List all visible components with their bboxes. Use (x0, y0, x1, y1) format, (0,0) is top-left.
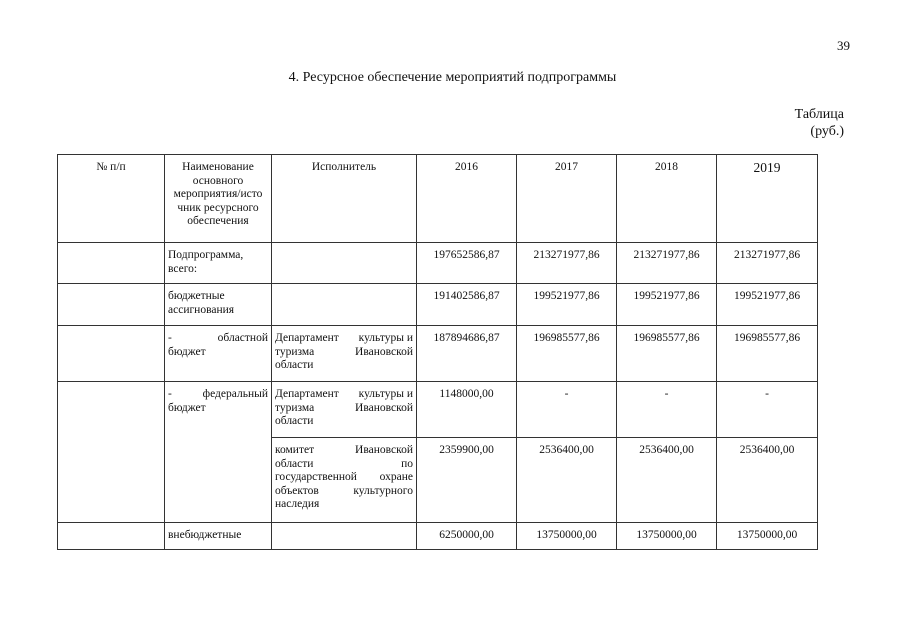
cell-2019: 213271977,86 (717, 243, 818, 284)
exec-word: культурного (353, 484, 413, 497)
cell-name (165, 382, 272, 523)
exec-line: области (275, 359, 314, 371)
cell-name: бюджетные ассигнования (165, 284, 272, 326)
table-caption-unit: (руб.) (810, 124, 844, 139)
exec-word: Ивановской (355, 345, 413, 358)
name-dash: - (168, 332, 172, 344)
exec-word: Ивановской (355, 401, 413, 414)
exec-word: охране (379, 471, 413, 483)
cell-2017: 196985577,86 (517, 326, 617, 382)
cell-name: внебюджетные (165, 523, 272, 550)
exec-line (275, 485, 413, 499)
exec-line (275, 402, 413, 416)
cell-2018: 2536400,00 (617, 438, 717, 523)
header-executor: Исполнитель (272, 155, 417, 243)
name-word: областной (217, 332, 268, 344)
cell-executor (272, 326, 417, 382)
cell-num (58, 284, 165, 326)
cell-name (165, 326, 272, 382)
table-row-extrabudget (58, 523, 818, 550)
exec-line (275, 444, 413, 458)
exec-word: культуры и (358, 388, 413, 400)
name-line (168, 332, 268, 346)
cell-2019: 13750000,00 (717, 523, 818, 550)
cell-2019: 2536400,00 (717, 438, 818, 523)
exec-word: туризма (275, 345, 315, 358)
cell-2018: 196985577,86 (617, 326, 717, 382)
exec-word: Департамент (275, 388, 339, 400)
cell-2019: - (717, 382, 818, 438)
cell-num (58, 382, 165, 523)
exec-word: объектов (275, 484, 319, 497)
header-year-2019: 2019 (717, 155, 818, 243)
header-year-2016: 2016 (417, 155, 517, 243)
cell-2017: - (517, 382, 617, 438)
cell-2017: 2536400,00 (517, 438, 617, 523)
name-line2: бюджет (168, 401, 206, 414)
resource-table (57, 154, 818, 550)
cell-2016: 197652586,87 (417, 243, 517, 284)
name-word: федеральный (202, 388, 268, 400)
name-line (168, 388, 268, 402)
exec-line (275, 332, 413, 346)
cell-2019: 199521977,86 (717, 284, 818, 326)
cell-executor (272, 438, 417, 523)
name-line2: бюджет (168, 345, 206, 358)
exec-word: комитет (275, 444, 315, 456)
exec-line (275, 458, 413, 472)
header-year-2017: 2017 (517, 155, 617, 243)
cell-name: Подпрограмма, всего: (165, 243, 272, 284)
header-name: Наименование основного мероприятия/исто чник ресурсного обеспечения (165, 155, 272, 243)
exec-word: культуры и (358, 332, 413, 344)
table-row-federal (58, 382, 818, 438)
cell-2018: 13750000,00 (617, 523, 717, 550)
exec-word: государственной (275, 471, 357, 483)
cell-executor (272, 523, 417, 550)
cell-2018: 199521977,86 (617, 284, 717, 326)
cell-executor (272, 243, 417, 284)
exec-word: Департамент (275, 332, 339, 344)
cell-2019: 196985577,86 (717, 326, 818, 382)
exec-line (275, 388, 413, 402)
cell-2017: 213271977,86 (517, 243, 617, 284)
header-num: № п/п (58, 155, 165, 243)
exec-line: наследия (275, 498, 320, 510)
table-caption-label: Таблица (794, 107, 844, 122)
page-number: 39 (837, 38, 850, 53)
cell-executor (272, 382, 417, 438)
cell-2018: - (617, 382, 717, 438)
table-caption (795, 106, 844, 140)
cell-2016: 187894686,87 (417, 326, 517, 382)
exec-line (275, 346, 413, 360)
exec-line (275, 471, 413, 485)
section-title: 4. Ресурсное обеспечение мероприятий подпрограммы (288, 70, 617, 85)
cell-2017: 199521977,86 (517, 284, 617, 326)
table-row-budget (58, 284, 818, 326)
header-year-2018: 2018 (617, 155, 717, 243)
exec-word: туризма (275, 401, 315, 414)
table-row-subprogram (58, 243, 818, 284)
cell-2018: 213271977,86 (617, 243, 717, 284)
table-row-regional (58, 326, 818, 382)
exec-line: области (275, 415, 314, 427)
cell-executor (272, 284, 417, 326)
table-header-row (58, 155, 818, 243)
cell-num (58, 523, 165, 550)
exec-word: Ивановской (355, 444, 413, 456)
cell-2016: 1148000,00 (417, 382, 517, 438)
exec-word: по (401, 457, 413, 470)
cell-2016: 6250000,00 (417, 523, 517, 550)
name-dash: - (168, 388, 172, 400)
cell-num (58, 326, 165, 382)
cell-num (58, 243, 165, 284)
exec-word: области (275, 457, 314, 470)
cell-2016: 2359900,00 (417, 438, 517, 523)
cell-2017: 13750000,00 (517, 523, 617, 550)
cell-2016: 191402586,87 (417, 284, 517, 326)
